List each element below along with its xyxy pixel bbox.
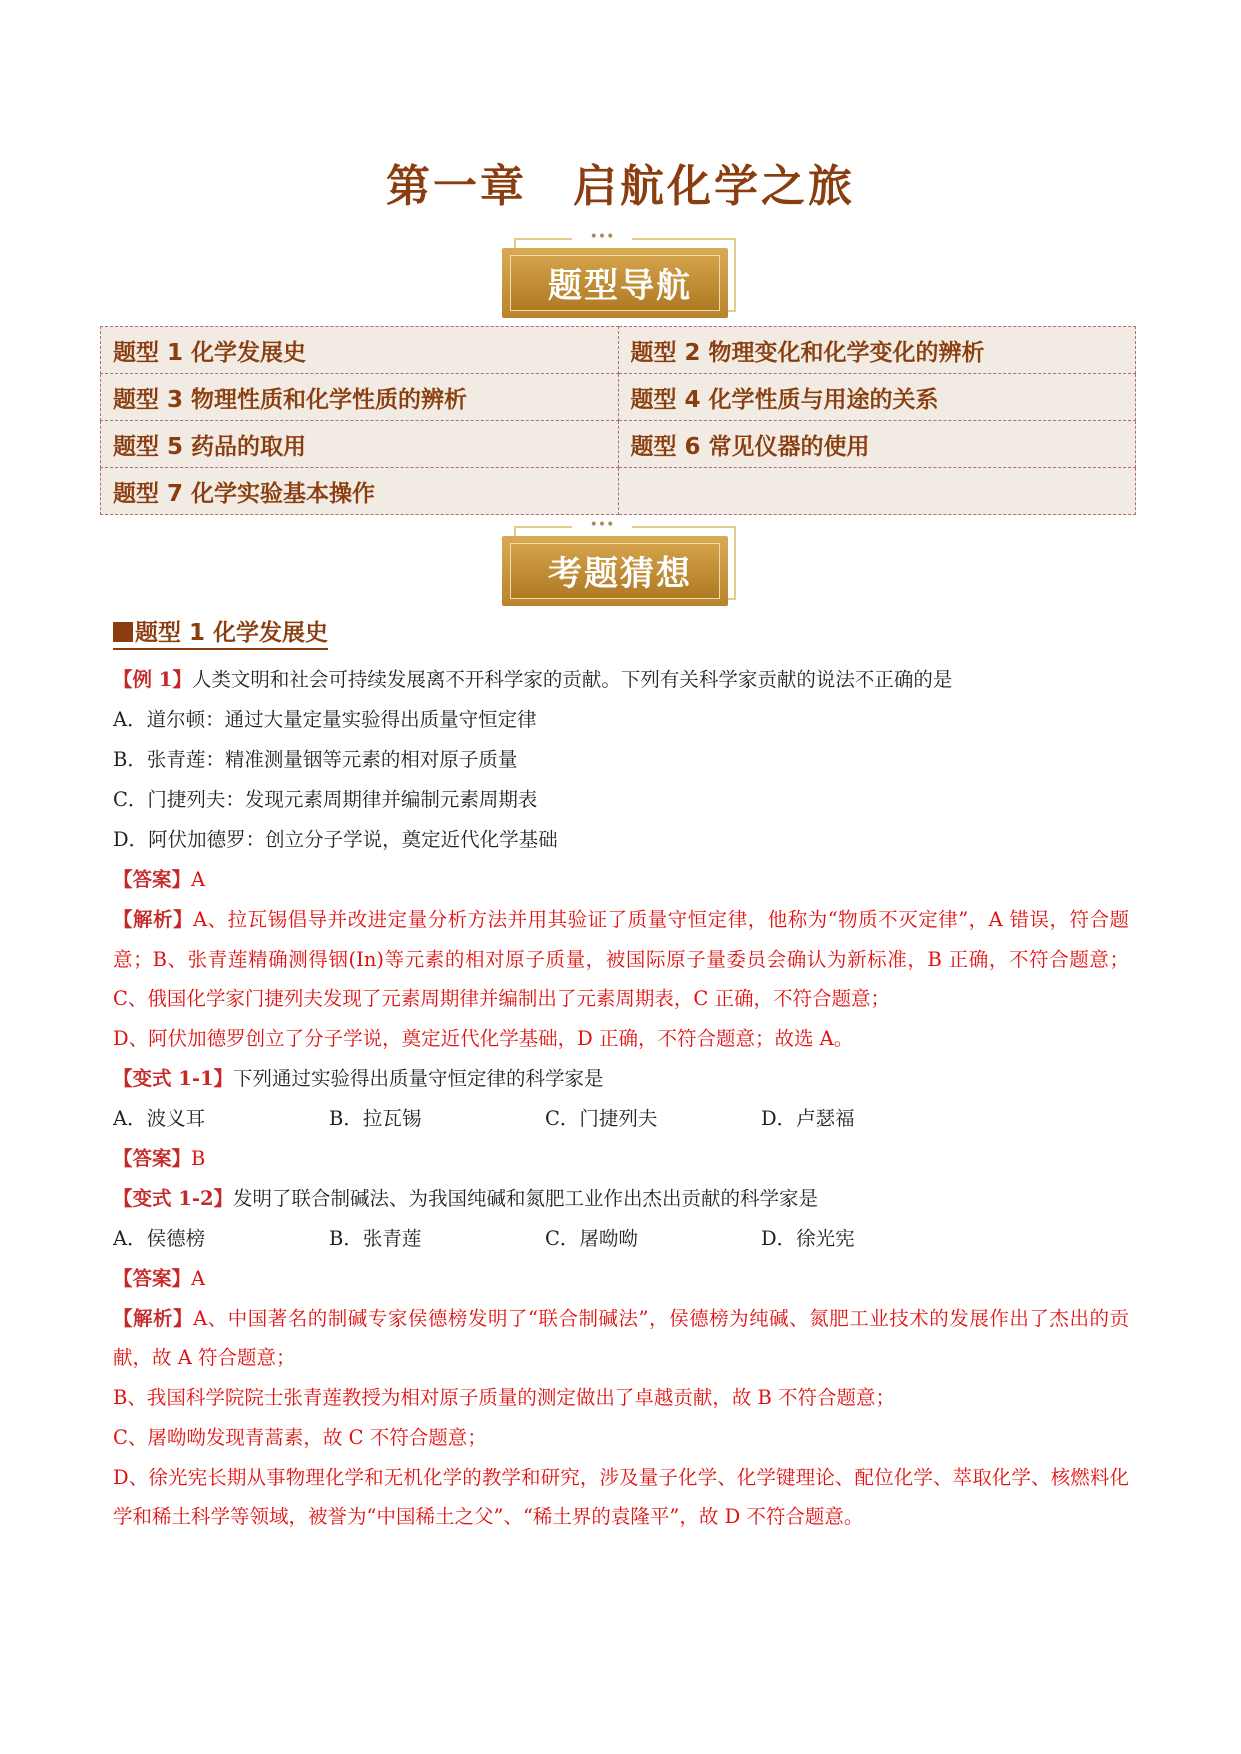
nav-item-2[interactable]: 题型 2 物理变化和化学变化的辨析 xyxy=(618,327,1136,374)
option: C．门捷列夫 xyxy=(545,1106,658,1130)
option: B．张青莲 xyxy=(329,1226,422,1250)
example-1-analysis: 【解析】A、拉瓦锡倡导并改进定量分析方法并用其验证了质量守恒定律，他称为“物质不灭定律”，A 错误，符合题意；B、张青莲精确测得铟(In)等元素的相对原子质量，被国际原子量委员会确认为新标准，B 正确，不符合题意；C、俄国化学家门捷列夫发现了元素周期律并编制出了元素周期表，C 正确，不符合题意； xyxy=(113,908,1129,1010)
banner-label: 题型导航 xyxy=(548,266,692,306)
dots-icon: ••• xyxy=(572,520,632,530)
nav-item-5[interactable]: 题型 5 药品的取用 xyxy=(101,421,619,468)
option: D．卢瑟福 xyxy=(761,1106,855,1130)
variant-1-2-analysis-a: 【解析】A、中国著名的制碱专家侯德榜发明了“联合制碱法”，侯德榜为纯碱、氮肥工业技术的发展作出了杰出的贡献，故 A 符合题意； xyxy=(113,1306,1129,1369)
nav-item-6[interactable]: 题型 6 常见仪器的使用 xyxy=(618,421,1136,468)
dots-icon: ••• xyxy=(572,232,632,242)
variant-1-2-answer: 【答案】A xyxy=(113,1266,206,1290)
section-heading: 题型 1 化学发展史 xyxy=(113,614,328,650)
nav-item-7[interactable]: 题型 7 化学实验基本操作 xyxy=(101,468,619,515)
variant-1-2-analysis-d: D、徐光宪长期从事物理化学和无机化学的教学和研究，涉及量子化学、化学键理论、配位化学、萃取化学、核燃料化学和稀土科学等领域，被誉为“中国稀土之父”、“稀土界的袁隆平”，故 D 不符合题意。 xyxy=(113,1465,1129,1528)
option: A．道尔顿：通过大量定量实验得出质量守恒定律 xyxy=(113,708,537,731)
option: B．拉瓦锡 xyxy=(329,1106,422,1130)
option: A．侯德榜 xyxy=(113,1226,206,1250)
variant-1-2-analysis-c: C、屠呦呦发现青蒿素，故 C 不符合题意； xyxy=(113,1425,487,1449)
example-1-question: 【例 1】人类文明和社会可持续发展离不开科学家的贡献。下列有关科学家贡献的说法不正确的是 xyxy=(113,668,953,691)
example-1-analysis-d: D、阿伏加德罗创立了分子学说，奠定近代化学基础，D 正确，不符合题意；故选 A。 xyxy=(113,1026,854,1050)
nav-item-1[interactable]: 题型 1 化学发展史 xyxy=(101,327,619,374)
option: D．阿伏加德罗：创立分子学说，奠定近代化学基础 xyxy=(113,828,558,851)
option: D．徐光宪 xyxy=(761,1226,855,1250)
variant-1-2-question: 【变式 1-2】发明了联合制碱法、为我国纯碱和氮肥工业作出杰出贡献的科学家是 xyxy=(113,1186,819,1210)
variant-1-1-question: 【变式 1-1】下列通过实验得出质量守恒定律的科学家是 xyxy=(113,1066,604,1090)
variant-1-1-options xyxy=(113,1099,1129,1139)
banner-exam-guess xyxy=(502,517,738,606)
banner-label: 考题猜想 xyxy=(548,554,692,594)
nav-item-empty xyxy=(618,468,1136,515)
chapter-title xyxy=(0,150,1241,214)
option: B．张青莲：精准测量铟等元素的相对原子质量 xyxy=(113,748,518,771)
nav-item-3[interactable]: 题型 3 物理性质和化学性质的辨析 xyxy=(101,374,619,421)
content-body xyxy=(113,660,1129,1537)
option: C．门捷列夫：发现元素周期律并编制元素周期表 xyxy=(113,788,538,811)
variant-1-1-answer: 【答案】B xyxy=(113,1146,206,1170)
variant-1-2-options xyxy=(113,1219,1129,1259)
nav-item-4[interactable]: 题型 4 化学性质与用途的关系 xyxy=(618,374,1136,421)
square-bullet-icon xyxy=(113,622,133,642)
option: C．屠呦呦 xyxy=(545,1226,638,1250)
variant-1-2-analysis-b: B、我国科学院院士张青莲教授为相对原子质量的测定做出了卓越贡献，故 B 不符合题意； xyxy=(113,1385,896,1409)
option: A．波义耳 xyxy=(113,1106,206,1130)
question-type-nav-table xyxy=(100,326,1136,515)
chapter-name: 启航化学之旅 xyxy=(573,161,855,212)
chapter-number: 第一章 xyxy=(386,161,527,212)
example-1-answer: 【答案】A xyxy=(113,868,206,891)
banner-question-type-nav xyxy=(502,229,738,318)
